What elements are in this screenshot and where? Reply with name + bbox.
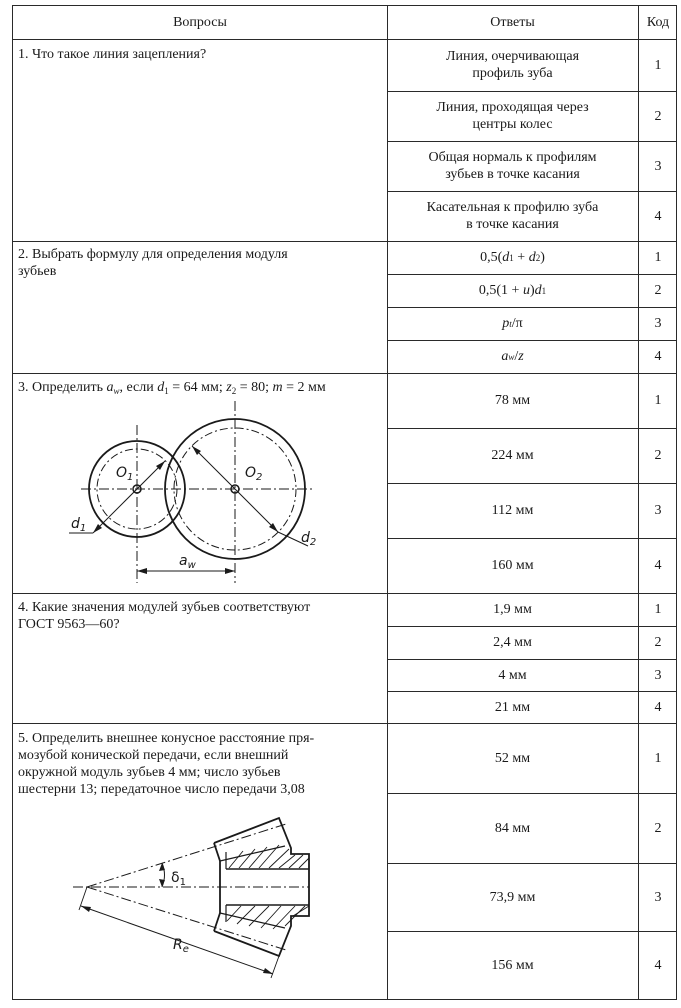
svg-text:d2: $d_2$: [301, 530, 317, 548]
answer-4-3: 4 мм: [498, 667, 527, 683]
answer-3-4: 160 мм: [491, 558, 534, 573]
code-5-1: 1: [654, 750, 662, 766]
code-1-3: 3: [654, 158, 662, 174]
svg-text:O1: $O_1$: [116, 465, 134, 483]
question-2-text: 2. Выбрать формулу для определения модуля зубьев: [18, 247, 288, 279]
answer-1-2: Линия, проходящая через центры колес: [436, 100, 589, 132]
question-1-text: 1. Что такое линия зацепления?: [18, 47, 207, 62]
answer-5-4: 156 мм: [491, 957, 534, 973]
code-2-2: 2: [654, 283, 662, 298]
question-4-text: 4. Какие значения модулей зубьев соответствуют ГОСТ 9563—60?: [18, 600, 311, 632]
answer-5-2: 84 мм: [494, 820, 531, 836]
svg-text:O2: $O_2$: [245, 465, 263, 483]
answer-2-3: p t /π: [502, 316, 523, 331]
code-4-4: 4: [654, 699, 662, 715]
answer-1-4: Касательная к профилю зуба в точке касания: [426, 200, 599, 232]
svg-text:Re: $R_e$: [173, 937, 189, 955]
question-3-text: 3. Определить $a_w$, если $d_1 = 64$ мм; $z_2 = 80$; m = 2 мм: [18, 380, 326, 396]
question-5-text: 5. Определить внешнее конусное расстояние пря- мозубой конической передачи, если внешний окружной модуль зубьев 4 мм; число зубьев шестерни 13; передаточное число передачи 3,08: [18, 731, 315, 797]
answer-3-3: 112 мм: [491, 503, 534, 518]
svg-text:δ1: $\delta_1$: [171, 870, 186, 888]
bevel-gear-diagram: [13, 806, 387, 1001]
code-1-2: 2: [654, 108, 662, 124]
code-4-2: 2: [654, 635, 662, 650]
code-3-3: 3: [654, 503, 662, 518]
code-5-2: 2: [654, 820, 662, 836]
header-questions: Вопросы: [173, 15, 227, 30]
answer-5-1: 52 мм: [494, 750, 531, 766]
header-answers: Ответы: [490, 15, 535, 30]
answer-5-3: 73,9 мм: [489, 889, 536, 905]
code-5-4: 4: [654, 957, 662, 973]
answer-4-4: 21 мм: [494, 699, 531, 715]
code-4-1: 1: [654, 602, 662, 617]
answer-1-1: Линия, очерчивающая профиль зуба: [445, 49, 580, 81]
code-2-3: 3: [654, 316, 662, 331]
svg-text:d1: $d_1$: [71, 516, 87, 534]
code-1-1: 1: [654, 57, 662, 73]
svg-text:aw: $a_w$: [179, 553, 196, 571]
code-5-3: 3: [654, 889, 662, 905]
answer-2-4: a w / z: [501, 349, 524, 364]
code-3-2: 2: [654, 448, 662, 463]
answer-1-3: Общая нормаль к профилям зубьев в точке касания: [428, 150, 597, 182]
answer-4-1: 1,9 мм: [493, 602, 532, 617]
answer-2-2: 0,5(1 + u ) d 1: [478, 283, 547, 298]
spur-gears-diagram: [13, 373, 387, 593]
code-3-1: 1: [654, 393, 662, 408]
answer-4-2: 2,4 мм: [493, 635, 532, 650]
code-2-1: 1: [654, 250, 662, 265]
code-2-4: 4: [654, 349, 662, 364]
code-1-4: 4: [654, 208, 662, 224]
answer-2-1: 0,5( d 1 + d 2 ): [480, 250, 545, 265]
answer-3-1: 78 мм: [494, 393, 531, 408]
code-3-4: 4: [654, 558, 662, 573]
test-table: [12, 5, 677, 1000]
answer-3-2: 224 мм: [491, 448, 534, 463]
header-code: Код: [646, 15, 670, 30]
code-4-3: 3: [654, 667, 662, 683]
